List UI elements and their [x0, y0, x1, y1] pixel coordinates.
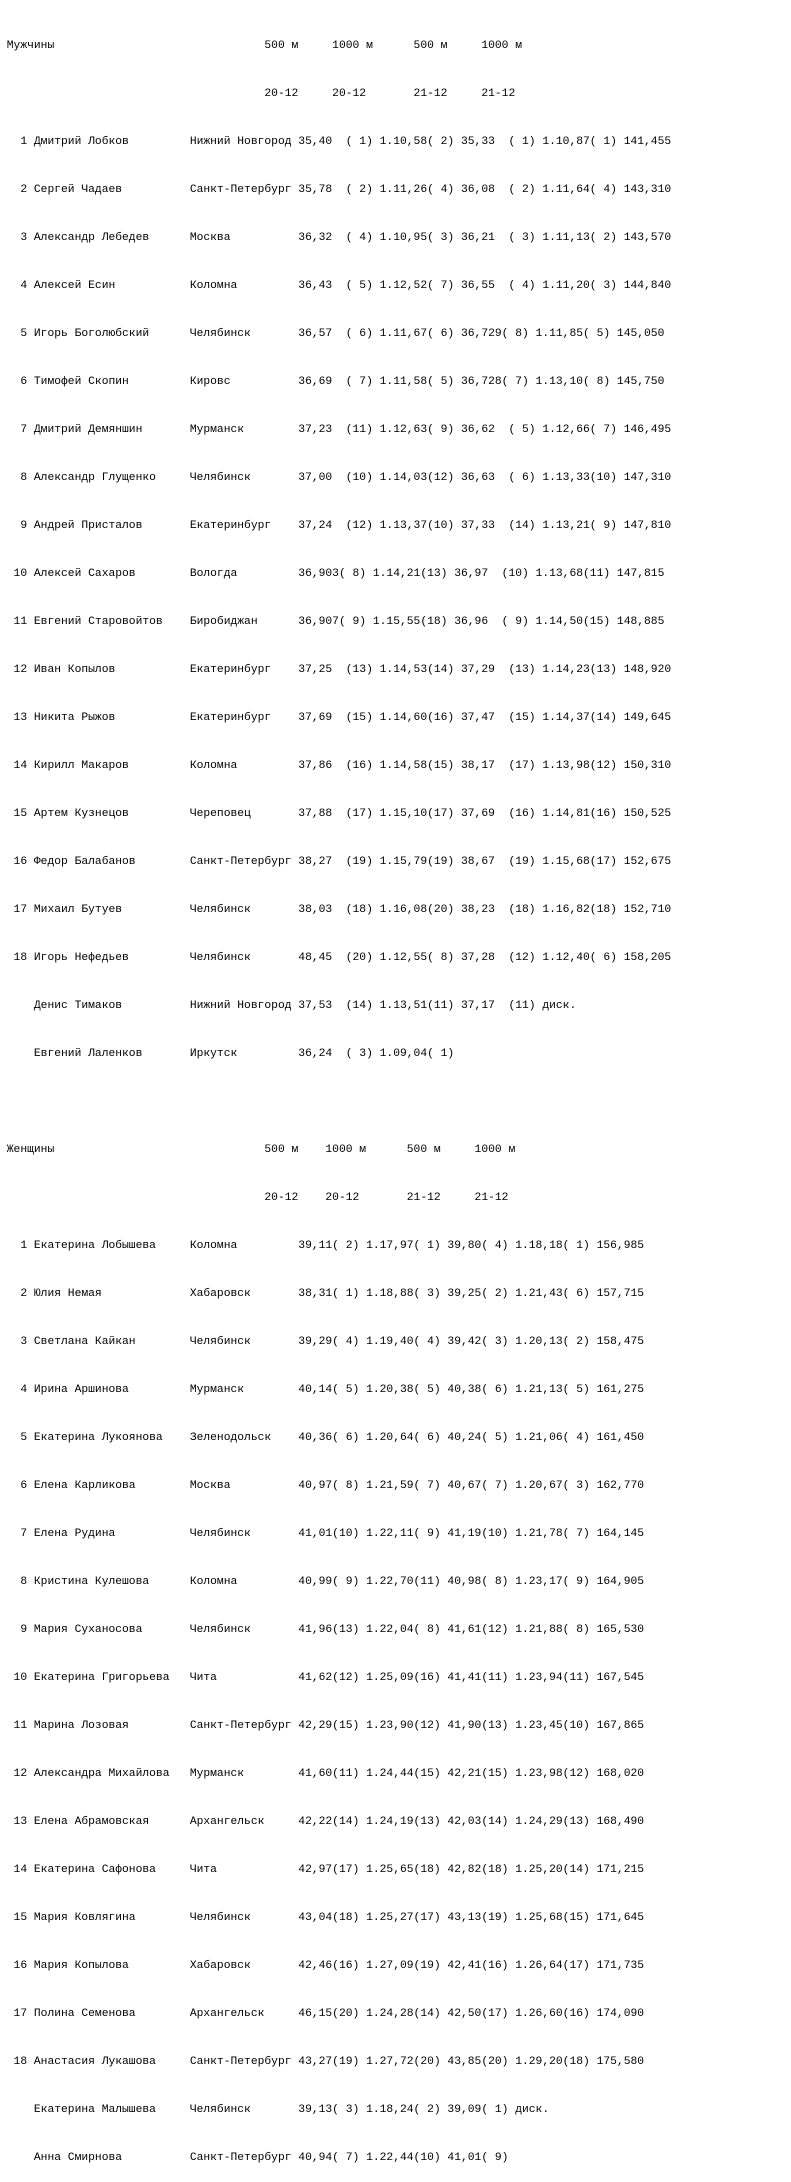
result-row: 13 Елена Абрамовская Архангельск 42,22(14) 1.24,19(13) 42,03(14) 1.24,29(13) 168,490 [0, 1816, 645, 1828]
result-row-unranked: Анна Смирнова Санкт-Петербург 40,94( 7) 1.22,44(10) 41,01( 9) [0, 2152, 509, 2164]
header-men: Мужчины 500 м 1000 м 500 м 1000 м [0, 40, 523, 52]
result-row: 11 Евгений Старовойтов Биробиджан 36,907( 9) 1.15,55(18) 36,96 ( 9) 1.14,50(15) 148,885 [0, 616, 665, 628]
result-row: 2 Юлия Немая Хабаровск 38,31( 1) 1.18,88( 3) 39,25( 2) 1.21,43( 6) 157,715 [0, 1288, 645, 1300]
result-row: 16 Мария Копылова Хабаровск 42,46(16) 1.27,09(19) 42,41(16) 1.26,64(17) 171,735 [0, 1960, 645, 1972]
header-women: Женщины 500 м 1000 м 500 м 1000 м [0, 1144, 516, 1156]
result-row: 18 Игорь Нефедьев Челябинск 48,45 (20) 1.12,55( 8) 37,28 (12) 1.12,40( 6) 158,205 [0, 952, 672, 964]
result-row: 1 Дмитрий Лобков Нижний Новгород 35,40 ( 1) 1.10,58( 2) 35,33 ( 1) 1.10,87( 1) 141,455 [0, 136, 672, 148]
result-row: 14 Кирилл Макаров Коломна 37,86 (16) 1.14,58(15) 38,17 (17) 1.13,98(12) 150,310 [0, 760, 672, 772]
result-row: 6 Тимофей Скопин Кировс 36,69 ( 7) 1.11,58( 5) 36,728( 7) 1.13,10( 8) 145,750 [0, 376, 665, 388]
result-row: 13 Никита Рыжов Екатеринбург 37,69 (15) 1.14,60(16) 37,47 (15) 1.14,37(14) 149,645 [0, 712, 672, 724]
result-row-unranked: Евгений Лаленков Иркутск 36,24 ( 3) 1.09,04( 1) [0, 1048, 455, 1060]
result-row: 17 Михаил Бутуев Челябинск 38,03 (18) 1.16,08(20) 38,23 (18) 1.16,82(18) 152,710 [0, 904, 672, 916]
result-row: 11 Марина Лозовая Санкт-Петербург 42,29(15) 1.23,90(12) 41,90(13) 1.23,45(10) 167,865 [0, 1720, 645, 1732]
result-row: 17 Полина Семенова Архангельск 46,15(20) 1.24,28(14) 42,50(17) 1.26,60(16) 174,090 [0, 2008, 645, 2020]
result-row: 3 Александр Лебедев Москва 36,32 ( 4) 1.10,95( 3) 36,21 ( 3) 1.11,13( 2) 143,570 [0, 232, 672, 244]
blank-line [0, 1094, 791, 1110]
result-row: 4 Алексей Есин Коломна 36,43 ( 5) 1.12,52( 7) 36,55 ( 4) 1.11,20( 3) 144,840 [0, 280, 672, 292]
result-row: 6 Елена Карликова Москва 40,97( 8) 1.21,59( 7) 40,67( 7) 1.20,67( 3) 162,770 [0, 1480, 645, 1492]
result-row: 15 Мария Ковлягина Челябинск 43,04(18) 1.25,27(17) 43,13(19) 1.25,68(15) 171,645 [0, 1912, 645, 1924]
result-row: 12 Иван Копылов Екатеринбург 37,25 (13) 1.14,53(14) 37,29 (13) 1.14,23(13) 148,920 [0, 664, 672, 676]
result-row: 14 Екатерина Сафонова Чита 42,97(17) 1.25,65(18) 42,82(18) 1.25,20(14) 171,215 [0, 1864, 645, 1876]
header-women-dates: 20-12 20-12 21-12 21-12 [0, 1192, 509, 1204]
result-row: 5 Екатерина Лукоянова Зеленодольск 40,36( 6) 1.20,64( 6) 40,24( 5) 1.21,06( 4) 161,450 [0, 1432, 645, 1444]
header-men-dates: 20-12 20-12 21-12 21-12 [0, 88, 516, 100]
result-row: 8 Кристина Кулешова Коломна 40,99( 9) 1.22,70(11) 40,98( 8) 1.23,17( 9) 164,905 [0, 1576, 645, 1588]
result-row: 9 Андрей Присталов Екатеринбург 37,24 (12) 1.13,37(10) 37,33 (14) 1.13,21( 9) 147,810 [0, 520, 672, 532]
result-row: 1 Екатерина Лобышева Коломна 39,11( 2) 1.17,97( 1) 39,80( 4) 1.18,18( 1) 156,985 [0, 1240, 645, 1252]
result-row: 12 Александра Михайлова Мурманск 41,60(11) 1.24,44(15) 42,21(15) 1.23,98(12) 168,020 [0, 1768, 645, 1780]
result-row: 2 Сергей Чадаев Санкт-Петербург 35,78 ( 2) 1.11,26( 4) 36,08 ( 2) 1.11,64( 4) 143,310 [0, 184, 672, 196]
result-row: 15 Артем Кузнецов Череповец 37,88 (17) 1.15,10(17) 37,69 (16) 1.14,81(16) 150,525 [0, 808, 672, 820]
result-row-unranked: Денис Тимаков Нижний Новгород 37,53 (14) 1.13,51(11) 37,17 (11) диск. [0, 1000, 577, 1012]
result-row: 7 Дмитрий Демяншин Мурманск 37,23 (11) 1.12,63( 9) 36,62 ( 5) 1.12,66( 7) 146,495 [0, 424, 672, 436]
result-row: 8 Александр Глущенко Челябинск 37,00 (10) 1.14,03(12) 36,63 ( 6) 1.13,33(10) 147,310 [0, 472, 672, 484]
result-row: 7 Елена Рудина Челябинск 41,01(10) 1.22,11( 9) 41,19(10) 1.21,78( 7) 164,145 [0, 1528, 645, 1540]
result-row: 5 Игорь Боголюбский Челябинск 36,57 ( 6) 1.11,67( 6) 36,729( 8) 1.11,85( 5) 145,050 [0, 328, 665, 340]
result-row: 10 Екатерина Григорьева Чита 41,62(12) 1.25,09(16) 41,41(11) 1.23,94(11) 167,545 [0, 1672, 645, 1684]
result-row: 18 Анастасия Лукашова Санкт-Петербург 43,27(19) 1.27,72(20) 43,85(20) 1.29,20(18) 175,580 [0, 2056, 645, 2068]
results-document [0, 6, 791, 2182]
result-row: 16 Федор Балабанов Санкт-Петербург 38,27 (19) 1.15,79(19) 38,67 (19) 1.15,68(17) 152,675 [0, 856, 672, 868]
result-row: 3 Светлана Кайкан Челябинск 39,29( 4) 1.19,40( 4) 39,42( 3) 1.20,13( 2) 158,475 [0, 1336, 645, 1348]
result-row: 10 Алексей Сахаров Вологда 36,903( 8) 1.14,21(13) 36,97 (10) 1.13,68(11) 147,815 [0, 568, 665, 580]
result-row: 9 Мария Суханосова Челябинск 41,96(13) 1.22,04( 8) 41,61(12) 1.21,88( 8) 165,530 [0, 1624, 645, 1636]
result-row: 4 Ирина Аршинова Мурманск 40,14( 5) 1.20,38( 5) 40,38( 6) 1.21,13( 5) 161,275 [0, 1384, 645, 1396]
result-row-unranked: Екатерина Малышева Челябинск 39,13( 3) 1.18,24( 2) 39,09( 1) диск. [0, 2104, 550, 2116]
